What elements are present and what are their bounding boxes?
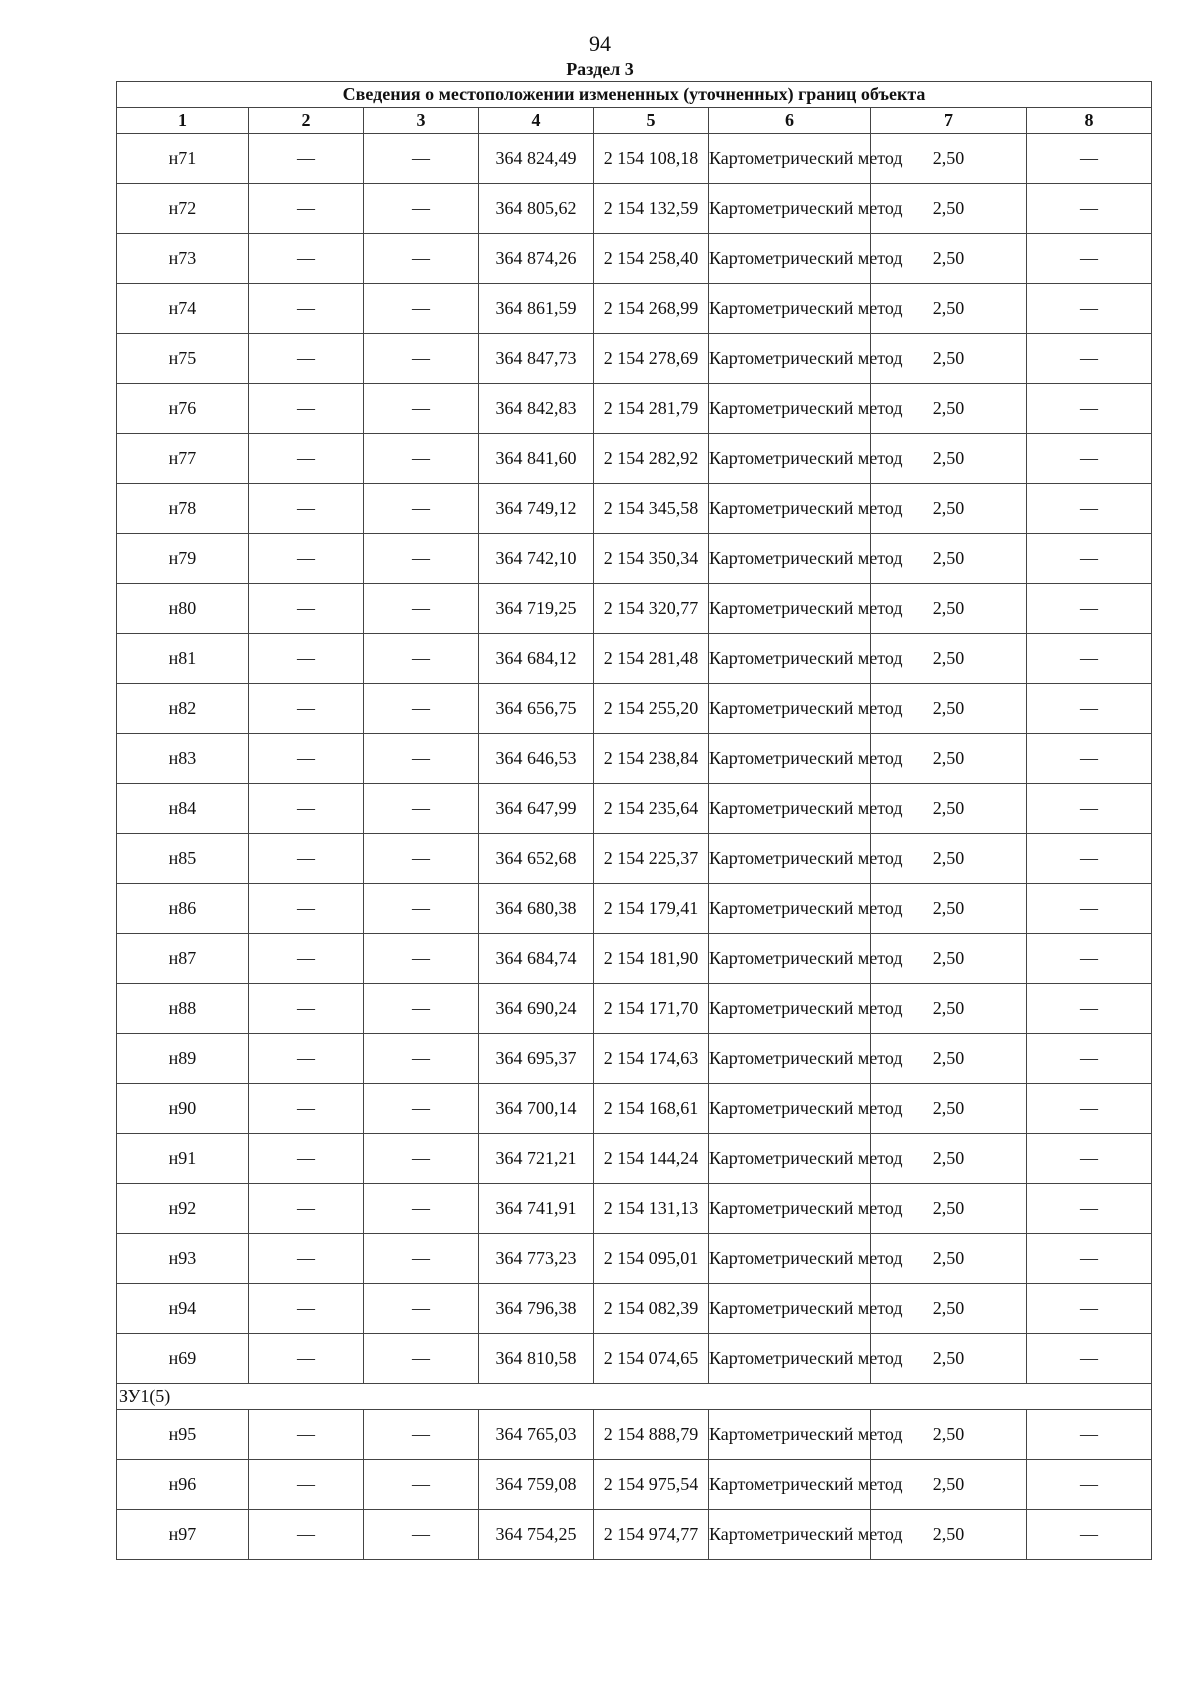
column-header: 1 xyxy=(117,108,249,134)
column8-cell: — xyxy=(1027,734,1152,784)
column-header: 8 xyxy=(1027,108,1152,134)
method-cell: Картометрический метод xyxy=(709,1234,871,1284)
point-number-cell: н92 xyxy=(117,1184,249,1234)
table-row xyxy=(117,1284,1152,1334)
column-header: 7 xyxy=(871,108,1027,134)
point-number-cell: н88 xyxy=(117,984,249,1034)
column3-cell: — xyxy=(364,234,479,284)
y-coordinate-cell: 2 154 975,54 xyxy=(594,1460,709,1510)
accuracy-cell: 2,50 xyxy=(871,1034,1027,1084)
point-number-cell: н72 xyxy=(117,184,249,234)
column2-cell: — xyxy=(249,484,364,534)
method-cell: Картометрический метод xyxy=(709,484,871,534)
method-cell: Картометрический метод xyxy=(709,534,871,584)
column8-cell: — xyxy=(1027,1334,1152,1384)
table-row xyxy=(117,484,1152,534)
column8-cell: — xyxy=(1027,184,1152,234)
column3-cell: — xyxy=(364,484,479,534)
x-coordinate-cell: 364 861,59 xyxy=(479,284,594,334)
table-row xyxy=(117,984,1152,1034)
accuracy-cell: 2,50 xyxy=(871,1134,1027,1184)
column3-cell: — xyxy=(364,784,479,834)
column3-cell: — xyxy=(364,1334,479,1384)
table-body-part1 xyxy=(117,134,1152,1384)
column2-cell: — xyxy=(249,234,364,284)
column2-cell: — xyxy=(249,584,364,634)
x-coordinate-cell: 364 652,68 xyxy=(479,834,594,884)
table-row xyxy=(117,1184,1152,1234)
column3-cell: — xyxy=(364,1134,479,1184)
accuracy-cell: 2,50 xyxy=(871,884,1027,934)
x-coordinate-cell: 364 765,03 xyxy=(479,1410,594,1460)
column2-cell: — xyxy=(249,1134,364,1184)
column2-cell: — xyxy=(249,1034,364,1084)
column-header: 5 xyxy=(594,108,709,134)
x-coordinate-cell: 364 841,60 xyxy=(479,434,594,484)
column8-cell: — xyxy=(1027,884,1152,934)
method-cell: Картометрический метод xyxy=(709,1184,871,1234)
table-row xyxy=(117,1410,1152,1460)
y-coordinate-cell: 2 154 144,24 xyxy=(594,1134,709,1184)
point-number-cell: н78 xyxy=(117,484,249,534)
group-label: ЗУ1(5) xyxy=(117,1384,1152,1410)
y-coordinate-cell: 2 154 174,63 xyxy=(594,1034,709,1084)
point-number-cell: н90 xyxy=(117,1084,249,1134)
accuracy-cell: 2,50 xyxy=(871,334,1027,384)
point-number-cell: н94 xyxy=(117,1284,249,1334)
column3-cell: — xyxy=(364,334,479,384)
table-row xyxy=(117,334,1152,384)
column3-cell: — xyxy=(364,134,479,184)
accuracy-cell: 2,50 xyxy=(871,484,1027,534)
method-cell: Картометрический метод xyxy=(709,1410,871,1460)
accuracy-cell: 2,50 xyxy=(871,1284,1027,1334)
method-cell: Картометрический метод xyxy=(709,1284,871,1334)
method-cell: Картометрический метод xyxy=(709,184,871,234)
x-coordinate-cell: 364 796,38 xyxy=(479,1284,594,1334)
column2-cell: — xyxy=(249,284,364,334)
y-coordinate-cell: 2 154 974,77 xyxy=(594,1510,709,1560)
accuracy-cell: 2,50 xyxy=(871,1084,1027,1134)
x-coordinate-cell: 364 656,75 xyxy=(479,684,594,734)
column8-cell: — xyxy=(1027,784,1152,834)
column3-cell: — xyxy=(364,184,479,234)
column2-cell: — xyxy=(249,1510,364,1560)
column2-cell: — xyxy=(249,784,364,834)
x-coordinate-cell: 364 690,24 xyxy=(479,984,594,1034)
column8-cell: — xyxy=(1027,534,1152,584)
table-row xyxy=(117,284,1152,334)
column3-cell: — xyxy=(364,1510,479,1560)
y-coordinate-cell: 2 154 255,20 xyxy=(594,684,709,734)
x-coordinate-cell: 364 805,62 xyxy=(479,184,594,234)
x-coordinate-cell: 364 646,53 xyxy=(479,734,594,784)
table-row xyxy=(117,384,1152,434)
table-row xyxy=(117,934,1152,984)
column3-cell: — xyxy=(364,534,479,584)
column2-cell: — xyxy=(249,184,364,234)
x-coordinate-cell: 364 749,12 xyxy=(479,484,594,534)
column2-cell: — xyxy=(249,1460,364,1510)
column2-cell: — xyxy=(249,1084,364,1134)
column3-cell: — xyxy=(364,1460,479,1510)
table-row xyxy=(117,1084,1152,1134)
y-coordinate-cell: 2 154 278,69 xyxy=(594,334,709,384)
y-coordinate-cell: 2 154 238,84 xyxy=(594,734,709,784)
column3-cell: — xyxy=(364,1234,479,1284)
method-cell: Картометрический метод xyxy=(709,784,871,834)
table-row xyxy=(117,1034,1152,1084)
column2-cell: — xyxy=(249,734,364,784)
x-coordinate-cell: 364 741,91 xyxy=(479,1184,594,1234)
point-number-cell: н93 xyxy=(117,1234,249,1284)
column8-cell: — xyxy=(1027,234,1152,284)
point-number-cell: н83 xyxy=(117,734,249,784)
method-cell: Картометрический метод xyxy=(709,984,871,1034)
method-cell: Картометрический метод xyxy=(709,934,871,984)
table-row xyxy=(117,534,1152,584)
point-number-cell: н82 xyxy=(117,684,249,734)
method-cell: Картометрический метод xyxy=(709,1510,871,1560)
x-coordinate-cell: 364 684,74 xyxy=(479,934,594,984)
group-row xyxy=(117,1384,1152,1410)
table-row xyxy=(117,1460,1152,1510)
table-row xyxy=(117,834,1152,884)
column3-cell: — xyxy=(364,434,479,484)
y-coordinate-cell: 2 154 171,70 xyxy=(594,984,709,1034)
point-number-cell: н80 xyxy=(117,584,249,634)
table-row xyxy=(117,434,1152,484)
column8-cell: — xyxy=(1027,484,1152,534)
column3-cell: — xyxy=(364,684,479,734)
column8-cell: — xyxy=(1027,1234,1152,1284)
point-number-cell: н77 xyxy=(117,434,249,484)
accuracy-cell: 2,50 xyxy=(871,1234,1027,1284)
column8-cell: — xyxy=(1027,1284,1152,1334)
column8-cell: — xyxy=(1027,684,1152,734)
table-caption: Сведения о местоположении измененных (уточненных) границ объекта xyxy=(117,82,1152,108)
y-coordinate-cell: 2 154 168,61 xyxy=(594,1084,709,1134)
x-coordinate-cell: 364 647,99 xyxy=(479,784,594,834)
accuracy-cell: 2,50 xyxy=(871,434,1027,484)
accuracy-cell: 2,50 xyxy=(871,584,1027,634)
method-cell: Картометрический метод xyxy=(709,1334,871,1384)
y-coordinate-cell: 2 154 888,79 xyxy=(594,1410,709,1460)
table-row xyxy=(117,784,1152,834)
x-coordinate-cell: 364 684,12 xyxy=(479,634,594,684)
point-number-cell: н86 xyxy=(117,884,249,934)
column3-cell: — xyxy=(364,1284,479,1334)
point-number-cell: н84 xyxy=(117,784,249,834)
y-coordinate-cell: 2 154 179,41 xyxy=(594,884,709,934)
accuracy-cell: 2,50 xyxy=(871,1460,1027,1510)
column-header-row xyxy=(117,108,1152,134)
column3-cell: — xyxy=(364,584,479,634)
point-number-cell: н69 xyxy=(117,1334,249,1384)
column2-cell: — xyxy=(249,384,364,434)
y-coordinate-cell: 2 154 345,58 xyxy=(594,484,709,534)
table-row xyxy=(117,884,1152,934)
x-coordinate-cell: 364 847,73 xyxy=(479,334,594,384)
point-number-cell: н89 xyxy=(117,1034,249,1084)
table-row xyxy=(117,1334,1152,1384)
table-row xyxy=(117,634,1152,684)
column2-cell: — xyxy=(249,884,364,934)
y-coordinate-cell: 2 154 082,39 xyxy=(594,1284,709,1334)
table-row xyxy=(117,734,1152,784)
column3-cell: — xyxy=(364,1184,479,1234)
table-row xyxy=(117,184,1152,234)
method-cell: Картометрический метод xyxy=(709,1134,871,1184)
section-title: Раздел 3 xyxy=(566,59,634,79)
column3-cell: — xyxy=(364,734,479,784)
point-number-cell: н97 xyxy=(117,1510,249,1560)
accuracy-cell: 2,50 xyxy=(871,234,1027,284)
column8-cell: — xyxy=(1027,1134,1152,1184)
method-cell: Картометрический метод xyxy=(709,434,871,484)
method-cell: Картометрический метод xyxy=(709,884,871,934)
column2-cell: — xyxy=(249,134,364,184)
point-number-cell: н71 xyxy=(117,134,249,184)
column8-cell: — xyxy=(1027,434,1152,484)
column3-cell: — xyxy=(364,384,479,434)
page-number: 94 xyxy=(589,31,611,56)
column8-cell: — xyxy=(1027,584,1152,634)
y-coordinate-cell: 2 154 074,65 xyxy=(594,1334,709,1384)
x-coordinate-cell: 364 754,25 xyxy=(479,1510,594,1560)
column2-cell: — xyxy=(249,984,364,1034)
method-cell: Картометрический метод xyxy=(709,134,871,184)
column8-cell: — xyxy=(1027,134,1152,184)
x-coordinate-cell: 364 721,21 xyxy=(479,1134,594,1184)
column2-cell: — xyxy=(249,684,364,734)
column3-cell: — xyxy=(364,884,479,934)
y-coordinate-cell: 2 154 320,77 xyxy=(594,584,709,634)
column8-cell: — xyxy=(1027,384,1152,434)
accuracy-cell: 2,50 xyxy=(871,184,1027,234)
method-cell: Картометрический метод xyxy=(709,584,871,634)
accuracy-cell: 2,50 xyxy=(871,634,1027,684)
coordinates-table xyxy=(116,81,1152,1560)
accuracy-cell: 2,50 xyxy=(871,784,1027,834)
column2-cell: — xyxy=(249,834,364,884)
point-number-cell: н73 xyxy=(117,234,249,284)
point-number-cell: н85 xyxy=(117,834,249,884)
y-coordinate-cell: 2 154 281,79 xyxy=(594,384,709,434)
accuracy-cell: 2,50 xyxy=(871,1510,1027,1560)
y-coordinate-cell: 2 154 132,59 xyxy=(594,184,709,234)
table-row xyxy=(117,684,1152,734)
column3-cell: — xyxy=(364,634,479,684)
column8-cell: — xyxy=(1027,1184,1152,1234)
point-number-cell: н81 xyxy=(117,634,249,684)
column8-cell: — xyxy=(1027,1460,1152,1510)
accuracy-cell: 2,50 xyxy=(871,534,1027,584)
column2-cell: — xyxy=(249,1234,364,1284)
point-number-cell: н74 xyxy=(117,284,249,334)
x-coordinate-cell: 364 680,38 xyxy=(479,884,594,934)
column2-cell: — xyxy=(249,934,364,984)
column8-cell: — xyxy=(1027,334,1152,384)
y-coordinate-cell: 2 154 225,37 xyxy=(594,834,709,884)
table-row xyxy=(117,584,1152,634)
y-coordinate-cell: 2 154 181,90 xyxy=(594,934,709,984)
method-cell: Картометрический метод xyxy=(709,234,871,284)
column3-cell: — xyxy=(364,984,479,1034)
y-coordinate-cell: 2 154 281,48 xyxy=(594,634,709,684)
y-coordinate-cell: 2 154 108,18 xyxy=(594,134,709,184)
point-number-cell: н96 xyxy=(117,1460,249,1510)
column2-cell: — xyxy=(249,1184,364,1234)
column-header: 3 xyxy=(364,108,479,134)
accuracy-cell: 2,50 xyxy=(871,1184,1027,1234)
x-coordinate-cell: 364 742,10 xyxy=(479,534,594,584)
column3-cell: — xyxy=(364,1034,479,1084)
y-coordinate-cell: 2 154 282,92 xyxy=(594,434,709,484)
column8-cell: — xyxy=(1027,1510,1152,1560)
column8-cell: — xyxy=(1027,934,1152,984)
column2-cell: — xyxy=(249,1410,364,1460)
column3-cell: — xyxy=(364,834,479,884)
column-header: 6 xyxy=(709,108,871,134)
accuracy-cell: 2,50 xyxy=(871,734,1027,784)
x-coordinate-cell: 364 695,37 xyxy=(479,1034,594,1084)
method-cell: Картометрический метод xyxy=(709,384,871,434)
point-number-cell: н91 xyxy=(117,1134,249,1184)
table-row xyxy=(117,1234,1152,1284)
accuracy-cell: 2,50 xyxy=(871,384,1027,434)
column-header: 2 xyxy=(249,108,364,134)
x-coordinate-cell: 364 700,14 xyxy=(479,1084,594,1134)
column8-cell: — xyxy=(1027,834,1152,884)
column8-cell: — xyxy=(1027,1034,1152,1084)
column2-cell: — xyxy=(249,334,364,384)
x-coordinate-cell: 364 719,25 xyxy=(479,584,594,634)
column3-cell: — xyxy=(364,1084,479,1134)
x-coordinate-cell: 364 824,49 xyxy=(479,134,594,184)
point-number-cell: н75 xyxy=(117,334,249,384)
y-coordinate-cell: 2 154 095,01 xyxy=(594,1234,709,1284)
column2-cell: — xyxy=(249,634,364,684)
column3-cell: — xyxy=(364,284,479,334)
group-section xyxy=(117,1384,1152,1410)
accuracy-cell: 2,50 xyxy=(871,284,1027,334)
x-coordinate-cell: 364 759,08 xyxy=(479,1460,594,1510)
y-coordinate-cell: 2 154 258,40 xyxy=(594,234,709,284)
table-row xyxy=(117,1510,1152,1560)
method-cell: Картометрический метод xyxy=(709,1034,871,1084)
method-cell: Картометрический метод xyxy=(709,634,871,684)
point-number-cell: н76 xyxy=(117,384,249,434)
accuracy-cell: 2,50 xyxy=(871,984,1027,1034)
column3-cell: — xyxy=(364,1410,479,1460)
column8-cell: — xyxy=(1027,1410,1152,1460)
x-coordinate-cell: 364 874,26 xyxy=(479,234,594,284)
accuracy-cell: 2,50 xyxy=(871,134,1027,184)
point-number-cell: н79 xyxy=(117,534,249,584)
y-coordinate-cell: 2 154 235,64 xyxy=(594,784,709,834)
column3-cell: — xyxy=(364,934,479,984)
table-row xyxy=(117,134,1152,184)
method-cell: Картометрический метод xyxy=(709,734,871,784)
accuracy-cell: 2,50 xyxy=(871,1410,1027,1460)
column-header: 4 xyxy=(479,108,594,134)
accuracy-cell: 2,50 xyxy=(871,934,1027,984)
method-cell: Картометрический метод xyxy=(709,1460,871,1510)
y-coordinate-cell: 2 154 350,34 xyxy=(594,534,709,584)
method-cell: Картометрический метод xyxy=(709,834,871,884)
method-cell: Картометрический метод xyxy=(709,1084,871,1134)
column2-cell: — xyxy=(249,534,364,584)
method-cell: Картометрический метод xyxy=(709,334,871,384)
accuracy-cell: 2,50 xyxy=(871,1334,1027,1384)
point-number-cell: н95 xyxy=(117,1410,249,1460)
column2-cell: — xyxy=(249,1284,364,1334)
method-cell: Картометрический метод xyxy=(709,684,871,734)
method-cell: Картометрический метод xyxy=(709,284,871,334)
x-coordinate-cell: 364 810,58 xyxy=(479,1334,594,1384)
column2-cell: — xyxy=(249,434,364,484)
x-coordinate-cell: 364 842,83 xyxy=(479,384,594,434)
y-coordinate-cell: 2 154 131,13 xyxy=(594,1184,709,1234)
column8-cell: — xyxy=(1027,1084,1152,1134)
column8-cell: — xyxy=(1027,634,1152,684)
y-coordinate-cell: 2 154 268,99 xyxy=(594,284,709,334)
point-number-cell: н87 xyxy=(117,934,249,984)
column8-cell: — xyxy=(1027,984,1152,1034)
accuracy-cell: 2,50 xyxy=(871,834,1027,884)
table-row xyxy=(117,1134,1152,1184)
column2-cell: — xyxy=(249,1334,364,1384)
column8-cell: — xyxy=(1027,284,1152,334)
table-row xyxy=(117,234,1152,284)
accuracy-cell: 2,50 xyxy=(871,684,1027,734)
x-coordinate-cell: 364 773,23 xyxy=(479,1234,594,1284)
table-body-part2 xyxy=(117,1410,1152,1560)
